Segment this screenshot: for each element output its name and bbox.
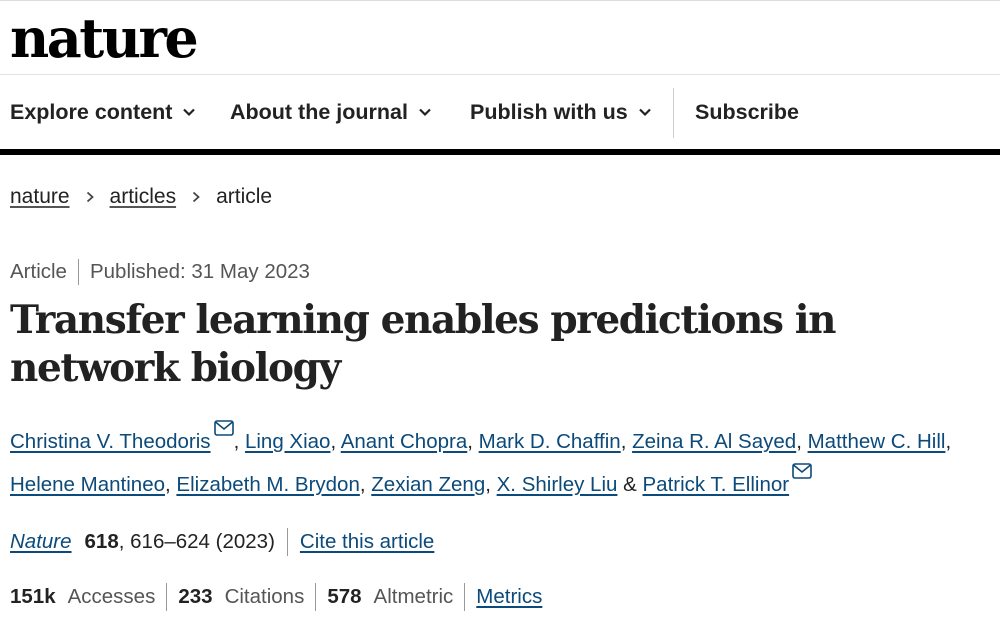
article-meta	[10, 258, 310, 286]
author-link[interactable]: Matthew C. Hill	[807, 430, 946, 453]
author-separator: ,	[165, 473, 171, 496]
breadcrumb-current: article	[216, 185, 273, 208]
author-ampersand: &	[623, 473, 637, 496]
nav-divider	[673, 88, 674, 138]
top-rule	[0, 0, 1000, 1]
author-separator: ,	[330, 430, 337, 453]
metrics-divider	[464, 583, 465, 611]
metrics-divider	[315, 583, 316, 611]
nav-publish-with-us[interactable]	[470, 75, 652, 149]
accesses-count: 151k	[10, 585, 56, 608]
author-link[interactable]: Ling Xiao	[244, 430, 331, 453]
altmetric-score: 578	[327, 585, 362, 608]
nav-about-label: About the journal	[230, 99, 408, 124]
chevron-right-icon	[84, 191, 96, 203]
metrics-divider	[166, 583, 167, 611]
author-link[interactable]: Zexian Zeng	[371, 473, 486, 496]
main-nav	[0, 75, 1000, 149]
article-title: Transfer learning enables predictions in network biology	[10, 297, 836, 391]
chevron-down-icon	[418, 105, 432, 119]
author-separator: ,	[359, 473, 366, 496]
metrics-link[interactable]: Metrics	[476, 585, 543, 608]
cite-this-article-link[interactable]: Cite this article	[299, 530, 435, 553]
masthead	[10, 8, 196, 68]
journal-link[interactable]: Nature	[10, 530, 72, 553]
meta-divider	[78, 259, 79, 285]
author-separator: ,	[485, 473, 491, 496]
citation-pages: , 616–624 (2023)	[118, 530, 275, 553]
author-link[interactable]: Elizabeth M. Brydon	[176, 473, 360, 496]
accesses-label: Accesses	[67, 585, 156, 608]
author-link[interactable]: Mark D. Chaffin	[478, 430, 621, 453]
article-type: Article	[10, 260, 67, 283]
site-logo[interactable]: nature	[10, 6, 197, 70]
author-link[interactable]: X. Shirley Liu	[496, 473, 618, 496]
altmetric-label: Altmetric	[373, 585, 454, 608]
breadcrumb	[10, 183, 272, 211]
nav-bottom-bar	[0, 149, 1000, 155]
author-link[interactable]: Helene Mantineo	[10, 473, 165, 496]
breadcrumb-articles[interactable]: articles	[109, 185, 177, 208]
author-separator: ,	[620, 430, 627, 453]
author-link[interactable]: Patrick T. Ellinor	[642, 473, 790, 496]
citations-label: Citations	[224, 585, 305, 608]
chevron-down-icon	[182, 105, 196, 119]
nav-about-journal[interactable]	[230, 75, 432, 149]
author-separator: ,	[467, 430, 473, 453]
chevron-right-icon	[190, 191, 202, 203]
nav-subscribe[interactable]	[695, 75, 799, 149]
citations-count: 233	[178, 585, 213, 608]
nav-explore-label: Explore content	[10, 99, 173, 124]
author-link[interactable]: Christina V. Theodoris	[10, 430, 211, 453]
mail-icon[interactable]	[214, 420, 234, 436]
metrics-bar	[10, 582, 542, 612]
author-separator: ,	[796, 430, 802, 453]
citation-line	[10, 527, 434, 557]
author-separator: ,	[945, 430, 952, 453]
nav-subscribe-label: Subscribe	[695, 99, 799, 124]
mail-icon[interactable]	[792, 463, 812, 479]
volume-number: 618	[84, 530, 119, 553]
nav-explore-content[interactable]	[10, 75, 196, 149]
author-list	[10, 420, 995, 506]
chevron-down-icon	[638, 105, 652, 119]
author-link[interactable]: Zeina R. Al Sayed	[632, 430, 797, 453]
nav-publish-label: Publish with us	[470, 99, 628, 124]
breadcrumb-nature[interactable]: nature	[10, 185, 70, 208]
published-date: Published: 31 May 2023	[89, 260, 310, 283]
author-separator: ,	[233, 430, 240, 453]
author-link[interactable]: Anant Chopra	[340, 430, 468, 453]
citation-divider	[287, 528, 288, 556]
